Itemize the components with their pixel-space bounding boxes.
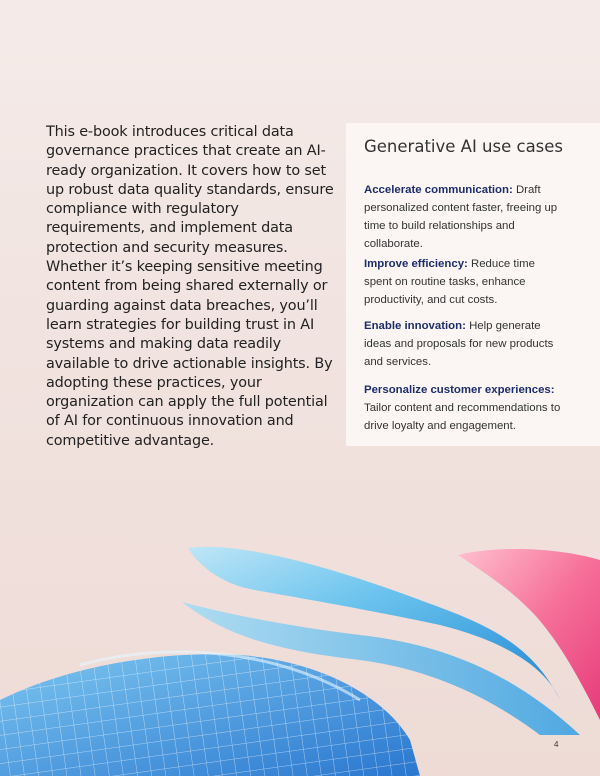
use-case-heading: Enable innovation: xyxy=(364,320,466,332)
use-cases-title: Generative AI use cases xyxy=(364,137,564,156)
use-case-item xyxy=(364,381,579,435)
blue-ribbon-upper xyxy=(188,547,560,700)
blue-ribbon-lower xyxy=(182,602,580,735)
use-case-item xyxy=(364,255,564,309)
use-case-text: Reduce time spent on routine tasks, enhance productivity, and cut costs. xyxy=(364,258,535,306)
use-case-item xyxy=(364,317,564,371)
use-cases-panel xyxy=(346,123,600,446)
intro-paragraph: This e-book introduces critical data governance practices that create an AI-ready organization. It covers how to set up robust data quality standards, ensure compliance with regulatory requirements, and implement data protection and security measures. Whether it’s keeping sensitive meeting content from being shared externally or guarding against data breaches, you’ll learn strategies for building trust in AI systems and making data readily available to drive actionable insights. By adopting these practices, your organization can apply the full potential of AI for continuous innovation and competitive advantage. xyxy=(46,124,334,449)
use-case-text: Draft personalized content faster, freeing up time to build relationships and collaborate. xyxy=(364,184,558,250)
page-number: 4 xyxy=(554,740,559,749)
use-case-item xyxy=(364,181,564,253)
use-case-heading: Personalize customer experiences: xyxy=(364,384,555,396)
use-case-text: Tailor content and recommendations to drive loyalty and engagement. xyxy=(364,402,561,432)
use-case-heading: Improve efficiency: xyxy=(364,258,468,270)
pink-ribbon xyxy=(458,549,600,720)
use-case-text: Help generate ideas and proposals for new products and services. xyxy=(364,320,554,368)
grid-surface xyxy=(0,654,420,776)
use-case-heading: Accelerate communication: xyxy=(364,184,513,196)
